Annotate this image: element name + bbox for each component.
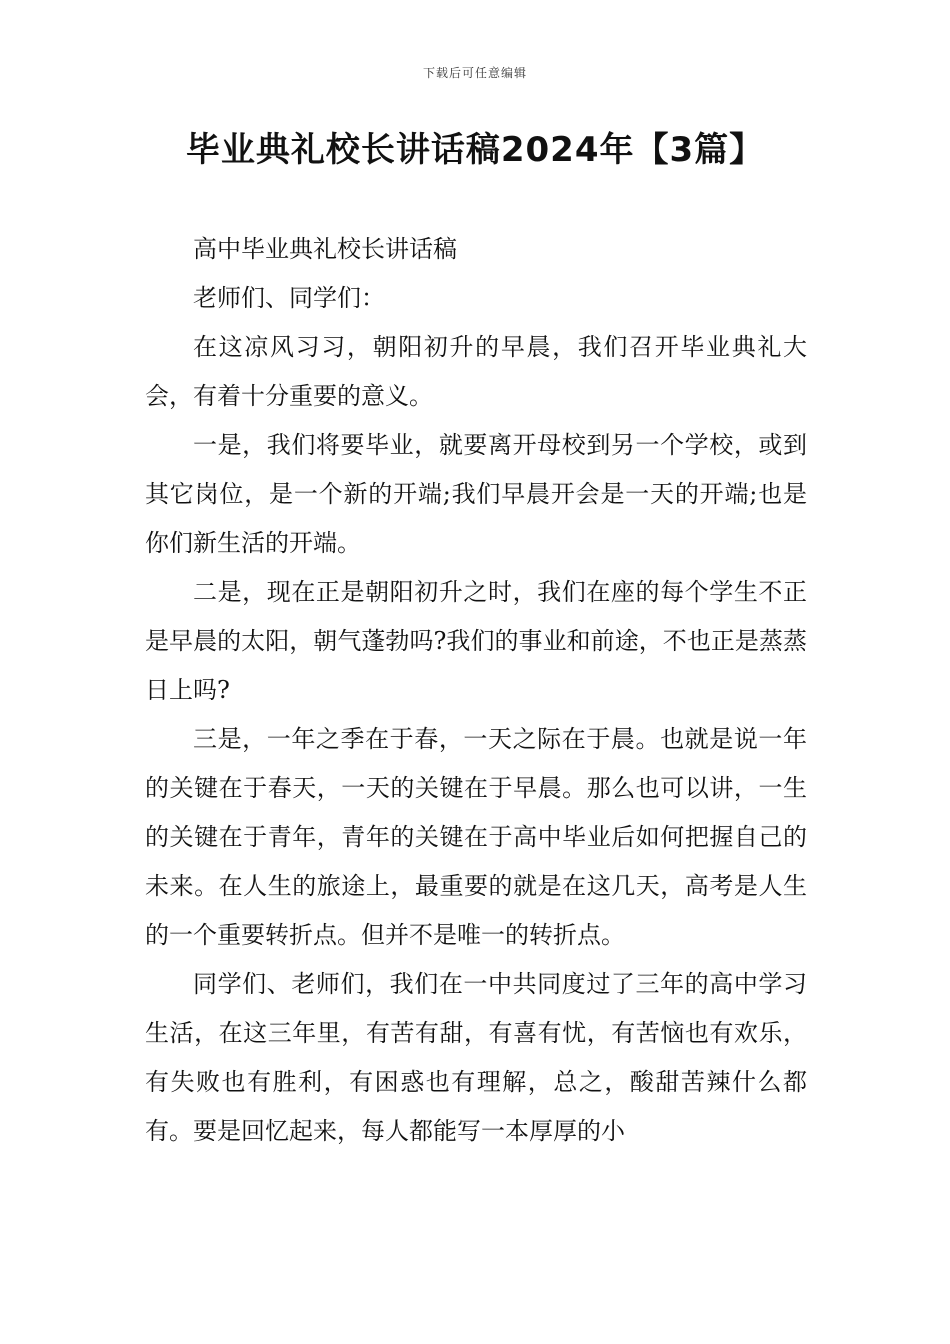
header-note: 下载后可任意编辑 [422,66,527,80]
document-body [145,225,807,1156]
paragraph: 同学们、老师们，我们在一中共同度过了三年的高中学习生活，在这三年里，有苦有甜，有喜有忧，有苦恼也有欢乐，有失败也有胜利，有困惑也有理解，总之，酸甜苦辣什么都有。要是回忆起来，每人都能写一本厚厚的小 [145,970,807,1145]
paragraph-salutation: 老师们、同学们： [193,284,385,312]
paragraph: 在这凉风习习，朝阳初升的早晨，我们召开毕业典礼大会，有着十分重要的意义。 [145,333,807,410]
paragraph: 一是，我们将要毕业，就要离开母校到另一个学校，或到其它岗位，是一个新的开端;我们早晨开会是一天的开端;也是你们新生活的开端。 [145,431,807,557]
document-title: 毕业典礼校长讲话稿2024年【3篇】 [185,130,765,170]
paragraph-subtitle: 高中毕业典礼校长讲话稿 [193,235,457,263]
paragraph: 二是，现在正是朝阳初升之时，我们在座的每个学生不正是早晨的太阳，朝气蓬勃吗?我们的事业和前途，不也正是蒸蒸日上吗? [145,578,807,704]
paragraph: 三是，一年之季在于春，一天之际在于晨。也就是说一年的关键在于春天，一天的关键在于早晨。那么也可以讲，一生的关键在于青年，青年的关键在于高中毕业后如何把握自己的未来。在人生的旅途上，最重要的就是在这几天，高考是人生的一个重要转折点。但并不是唯一的转折点。 [145,725,807,949]
